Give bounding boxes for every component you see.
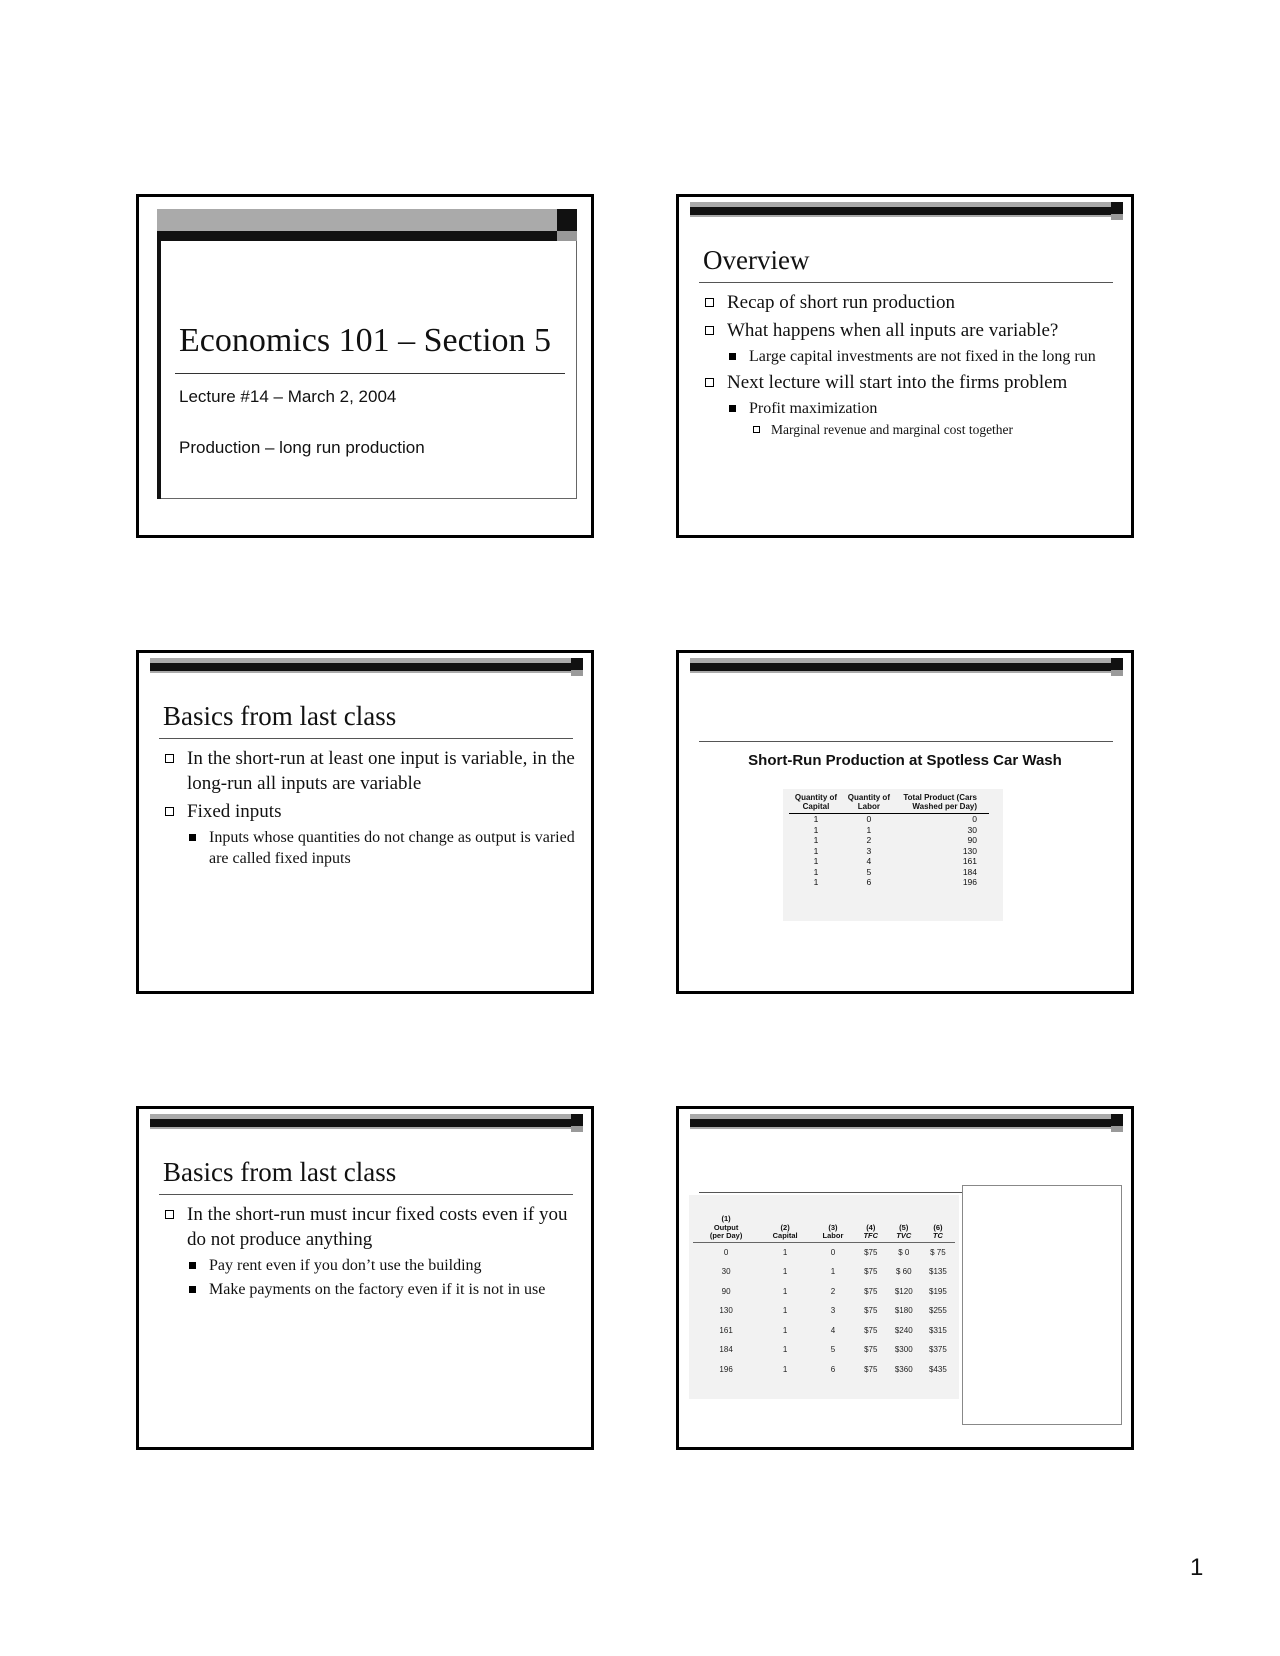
table-cell: 30 <box>967 824 977 835</box>
bullet-marker <box>729 353 736 360</box>
header-bar <box>690 1114 1123 1132</box>
table-cell: $300 <box>894 1345 913 1355</box>
bullet-marker <box>705 298 714 307</box>
list-item: Pay rent even if you don’t use the building <box>163 1255 575 1276</box>
bullet-marker <box>705 326 714 335</box>
table-cell: 1 <box>782 1286 788 1296</box>
slide-title: Basics from last class <box>163 1157 397 1187</box>
header-labor: Quantity of Labor <box>843 793 895 814</box>
table-cell: 90 <box>967 835 977 845</box>
table-cell: 196 <box>962 877 977 887</box>
header-labor: (3) Labor <box>811 1215 855 1242</box>
table-row <box>789 825 989 836</box>
table-row <box>693 1340 955 1360</box>
header-bar <box>150 1114 583 1132</box>
table-cell: 184 <box>962 866 977 877</box>
header-capital: Quantity of Capital <box>789 793 843 814</box>
table-row <box>693 1360 955 1380</box>
header-tvc: (5) TVC <box>887 1215 921 1242</box>
title-rule <box>175 373 565 374</box>
bullet-marker <box>165 1210 174 1219</box>
table-cell: 6 <box>866 877 872 887</box>
table-cell: 1 <box>813 835 819 845</box>
header-square <box>557 209 577 231</box>
slide-basics-1 <box>136 650 594 994</box>
header-bar-dark <box>157 231 577 241</box>
table-row <box>789 867 989 878</box>
table-cell: $75 <box>864 1325 878 1335</box>
header-capital: (2) Capital <box>759 1215 811 1242</box>
table-cell: 2 <box>866 835 872 845</box>
slide-title <box>136 194 594 538</box>
table-cell: $360 <box>894 1364 913 1374</box>
header-bar <box>690 658 1123 676</box>
table-cell: 1 <box>813 845 819 856</box>
table-cell: 1 <box>782 1345 788 1355</box>
table-cell: 1 <box>813 814 819 824</box>
list-item: In the short-run at least one input is variable, in the long-run all inputs are variable <box>163 746 575 796</box>
title-rule <box>699 1192 979 1193</box>
header-bar <box>150 658 583 676</box>
table-cell: $ 0 <box>898 1247 910 1257</box>
table-cell: 1 <box>782 1306 788 1316</box>
table-cell: 0 <box>866 814 872 824</box>
bullet-marker <box>165 807 174 816</box>
table-cell: 6 <box>830 1364 836 1374</box>
slide-overview <box>676 194 1134 538</box>
table-cell: $435 <box>929 1364 947 1374</box>
table-cell: 130 <box>962 845 977 856</box>
table-header-row <box>789 793 989 814</box>
table-cell: $180 <box>894 1306 913 1316</box>
title-rule <box>699 282 1113 283</box>
table-cell: 4 <box>866 856 872 866</box>
bullet-marker <box>165 754 174 763</box>
title-rule <box>159 738 573 739</box>
header-tfc: (4) TFC <box>855 1215 887 1242</box>
left-bar <box>157 241 161 499</box>
table-cell: $315 <box>929 1325 947 1335</box>
table-cell: $135 <box>929 1267 947 1277</box>
bullet-marker <box>729 405 736 412</box>
table-cell: $ 75 <box>930 1247 946 1257</box>
table-body <box>693 1242 955 1379</box>
table-cell: 1 <box>866 824 872 835</box>
table-cell: 0 <box>830 1247 836 1257</box>
table-cell: 90 <box>721 1286 731 1296</box>
table-title: Short-Run Production at Spotless Car Wash <box>748 752 1062 769</box>
table-cell: 2 <box>830 1286 836 1296</box>
table-row <box>789 835 989 846</box>
table-cell: 161 <box>962 856 977 866</box>
table-cell: $375 <box>929 1345 947 1355</box>
header-output: (1) Output (per Day) <box>693 1215 759 1242</box>
table-row <box>789 814 989 825</box>
table-cell: $75 <box>864 1247 878 1257</box>
table-cell: 1 <box>813 856 819 866</box>
list-item: Make payments on the factory even if it is not in use <box>163 1279 575 1300</box>
table-cell: 5 <box>866 866 872 877</box>
table-cell: $255 <box>929 1306 947 1316</box>
list-item: Next lecture will start into the firms problem <box>703 370 1115 395</box>
table-cell: 0 <box>972 814 977 824</box>
bullet-list <box>703 287 1115 439</box>
lecture-info: Lecture #14 – March 2, 2004 <box>179 387 397 406</box>
table-cell: 4 <box>830 1325 836 1335</box>
table-cell: 1 <box>782 1267 788 1277</box>
table-cell: 196 <box>719 1364 733 1374</box>
list-item: Fixed inputs <box>163 799 575 824</box>
table-cell: $75 <box>864 1364 878 1374</box>
cost-table <box>693 1215 955 1379</box>
lecture-topic: Production – long run production <box>179 438 425 457</box>
slide-production-table <box>676 650 1134 994</box>
table-cell: 3 <box>866 845 872 856</box>
production-table <box>789 793 989 888</box>
table-body <box>789 814 989 888</box>
table-cell: $120 <box>894 1286 913 1296</box>
table-cell: $ 60 <box>895 1267 912 1277</box>
bullet-marker <box>189 834 196 841</box>
table-cell: $75 <box>864 1345 878 1355</box>
slide-basics-2 <box>136 1106 594 1450</box>
header-bar <box>157 209 557 231</box>
table-cell: $195 <box>929 1286 947 1296</box>
bullet-marker <box>705 378 714 387</box>
table-header-row <box>693 1215 955 1242</box>
table-cell: 1 <box>830 1267 836 1277</box>
header-square-gray <box>557 231 577 241</box>
list-item: What happens when all inputs are variable? <box>703 318 1115 343</box>
header-total-product: Total Product (Cars Washed per Day) <box>895 793 989 814</box>
table-cell: $75 <box>864 1286 878 1296</box>
list-item: Recap of short run production <box>703 290 1115 315</box>
slide-title: Overview <box>703 245 810 275</box>
table-row <box>789 877 989 888</box>
list-item: In the short-run must incur fixed costs even if you do not produce anything <box>163 1202 575 1252</box>
list-item: Profit maximization <box>703 398 1115 419</box>
bullet-list <box>163 743 575 869</box>
page-number: 1 <box>1190 1554 1204 1581</box>
table-row <box>789 846 989 857</box>
bullet-marker <box>753 426 760 433</box>
table-cell: 1 <box>813 877 819 887</box>
table-row <box>693 1321 955 1341</box>
table-cell: 0 <box>723 1247 729 1257</box>
bullet-marker <box>189 1286 196 1293</box>
table-cell: $240 <box>894 1325 913 1335</box>
table-cell: $75 <box>864 1306 878 1316</box>
table-cell: 1 <box>813 866 819 877</box>
table-cell: 5 <box>830 1345 836 1355</box>
table-cell: 1 <box>782 1247 788 1257</box>
slide-cost-table <box>676 1106 1134 1450</box>
table-cell: 161 <box>719 1325 733 1335</box>
table-cell: 1 <box>782 1325 788 1335</box>
table-row <box>693 1282 955 1302</box>
table-row <box>693 1262 955 1282</box>
table-cell: $75 <box>864 1267 878 1277</box>
header-tc: (6) TC <box>921 1215 955 1242</box>
header-bar <box>690 202 1123 220</box>
table-cell: 184 <box>719 1345 733 1355</box>
course-title: Economics 101 – Section 5 <box>179 322 552 359</box>
empty-frame <box>962 1185 1122 1425</box>
table-row <box>693 1301 955 1321</box>
table-cell: 3 <box>830 1306 836 1316</box>
title-rule <box>699 741 1113 742</box>
table-cell: 130 <box>719 1306 733 1316</box>
table-row <box>693 1242 955 1262</box>
slide-title: Basics from last class <box>163 701 397 731</box>
bullet-list <box>163 1199 575 1300</box>
table-cell: 1 <box>813 824 819 835</box>
table-cell: 1 <box>782 1364 788 1374</box>
list-item: Large capital investments are not fixed in the long run <box>703 346 1115 367</box>
list-item: Marginal revenue and marginal cost together <box>703 420 1115 439</box>
table-row <box>789 856 989 867</box>
bullet-marker <box>189 1262 196 1269</box>
list-item: Inputs whose quantities do not change as output is varied are called fixed inputs <box>163 827 575 869</box>
title-rule <box>159 1194 573 1195</box>
table-cell: 30 <box>721 1267 731 1277</box>
